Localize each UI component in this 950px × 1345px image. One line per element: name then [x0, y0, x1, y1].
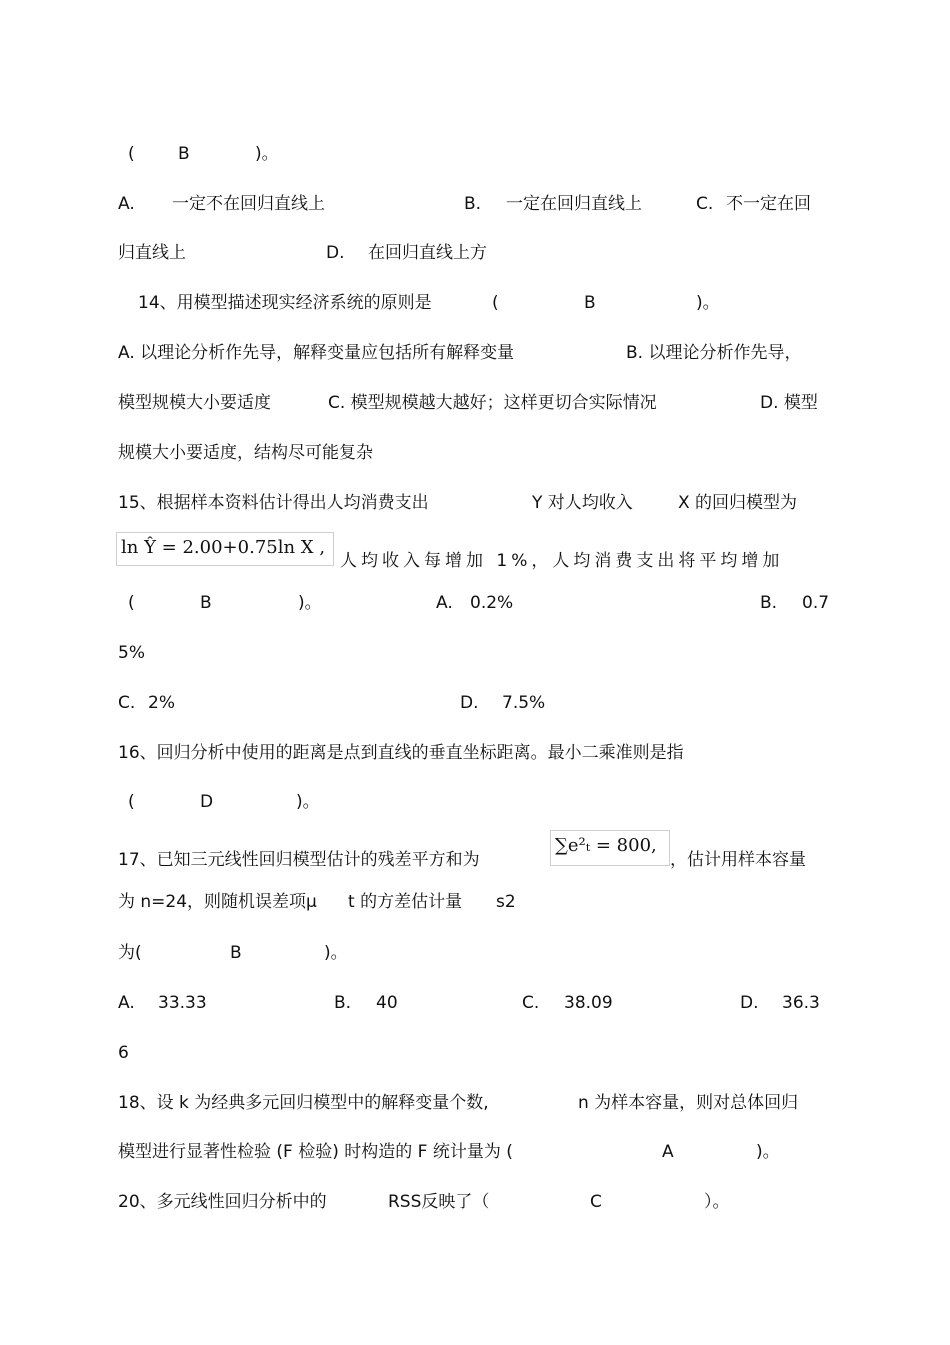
q20-stem-rss: RSS反映了（	[388, 1192, 490, 1212]
q13-option-a-label: A.	[118, 194, 135, 214]
q13-option-d-label: D.	[326, 243, 345, 263]
q17-option-a-text: 33.33	[158, 993, 207, 1013]
q14-option-b: B. 以理论分析作先导，	[626, 343, 802, 363]
q18-stem-line2: 模型进行显著性检验 (F 检验) 时构造的 F 统计量为 (	[118, 1142, 513, 1162]
q13-answer: B	[178, 144, 190, 164]
q15-stem-y: Y 对人均收入	[532, 493, 633, 513]
q17-option-c-label: C.	[522, 993, 540, 1013]
q15-formula-image: ln Ŷ = 2.00+0.75ln X ,	[116, 532, 334, 566]
q14-answer: B	[584, 293, 596, 313]
q15-paren-open: (	[128, 593, 135, 613]
q17-option-d-label: D.	[740, 993, 759, 1013]
q17-paren-close: )。	[324, 943, 348, 963]
q15-option-d-text: 7.5%	[502, 693, 546, 713]
q13-option-c-label: C.	[696, 194, 714, 214]
q17-stem-t: t 的方差估计量	[348, 892, 463, 912]
q14-paren-close: )。	[696, 293, 720, 313]
q18-answer: A	[662, 1142, 674, 1162]
q13-option-c-text-cont: 归直线上	[118, 243, 186, 263]
q15-option-b-text: 0.7	[802, 593, 830, 613]
q13-option-b-text: 一定在回归直线上	[506, 194, 642, 214]
q17-stem: 17、已知三元线性回归模型估计的残差平方和为	[118, 850, 480, 870]
q17-stem-line2: 为 n=24，则随机误差项μ	[118, 892, 317, 912]
q14-option-b-cont: 模型规模大小要适度	[118, 393, 271, 413]
q15-stem: 15、根据样本资料估计得出人均消费支出	[118, 493, 429, 513]
q16-paren-close: )。	[296, 792, 320, 812]
q17-answer: B	[230, 943, 242, 963]
q15-option-b-text-cont: 5%	[118, 643, 145, 663]
q17-option-a-label: A.	[118, 993, 135, 1013]
q13-option-a-text: 一定不在回归直线上	[172, 194, 325, 214]
q15-paren-close: )。	[298, 593, 322, 613]
q15-option-c-label: C.	[118, 693, 136, 713]
q17-option-d-text: 36.3	[782, 993, 820, 1013]
q20-answer: C	[590, 1192, 602, 1212]
q17-option-b-label: B.	[334, 993, 352, 1013]
q17-stem-s2: s2	[496, 892, 516, 912]
q15-option-c-text: 2%	[148, 693, 175, 713]
q16-stem: 16、回归分析中使用的距离是点到直线的垂直坐标距离。最小二乘准则是指	[118, 743, 684, 763]
q16-answer: D	[200, 792, 214, 812]
q17-option-c-text: 38.09	[564, 993, 613, 1013]
q15-option-a-label: A.	[436, 593, 453, 613]
q20-paren-close: ）。	[704, 1192, 730, 1212]
q14-option-d-cont: 规模大小要适度，结构尽可能复杂	[118, 443, 373, 463]
q18-paren-close: )。	[756, 1142, 780, 1162]
q15-option-a-text: 0.2%	[470, 593, 514, 613]
q13-option-c-text: 不一定在回	[726, 194, 811, 214]
q16-paren-open: (	[128, 792, 135, 812]
q17-option-d-text-cont: 6	[118, 1043, 129, 1063]
q13-option-b-label: B.	[464, 194, 482, 214]
q15-stem-cont: 人均收入每增加 1%，人均消费支出将平均增加	[340, 551, 784, 571]
q20-stem: 20、多元线性回归分析中的	[118, 1192, 327, 1212]
q15-option-b-label: B.	[760, 593, 778, 613]
q14-option-c: C. 模型规模越大越好；这样更切合实际情况	[328, 393, 657, 413]
q17-option-b-text: 40	[376, 993, 398, 1013]
q18-stem: 18、设 k 为经典多元回归模型中的解释变量个数,	[118, 1093, 489, 1113]
q14-stem: 14、用模型描述现实经济系统的原则是	[138, 293, 432, 313]
q14-paren-open: (	[492, 293, 499, 313]
q15-stem-x: X 的回归模型为	[678, 493, 798, 513]
q17-formula-image: ∑e²ₜ = 800,	[550, 830, 670, 866]
q14-option-d: D. 模型	[760, 393, 818, 413]
q15-answer: B	[200, 593, 212, 613]
q17-stem-cont: ，估计用样本容量	[670, 850, 806, 870]
q17-stem-line3: 为(	[118, 943, 142, 963]
q13-paren-open: (	[128, 144, 135, 164]
q13-option-d-text: 在回归直线上方	[368, 243, 487, 263]
q13-paren-close: )。	[255, 144, 279, 164]
q14-option-a: A. 以理论分析作先导，解释变量应包括所有解释变量	[118, 343, 515, 363]
q18-stem-cont: n 为样本容量，则对总体回归	[578, 1093, 799, 1113]
q15-option-d-label: D.	[460, 693, 479, 713]
